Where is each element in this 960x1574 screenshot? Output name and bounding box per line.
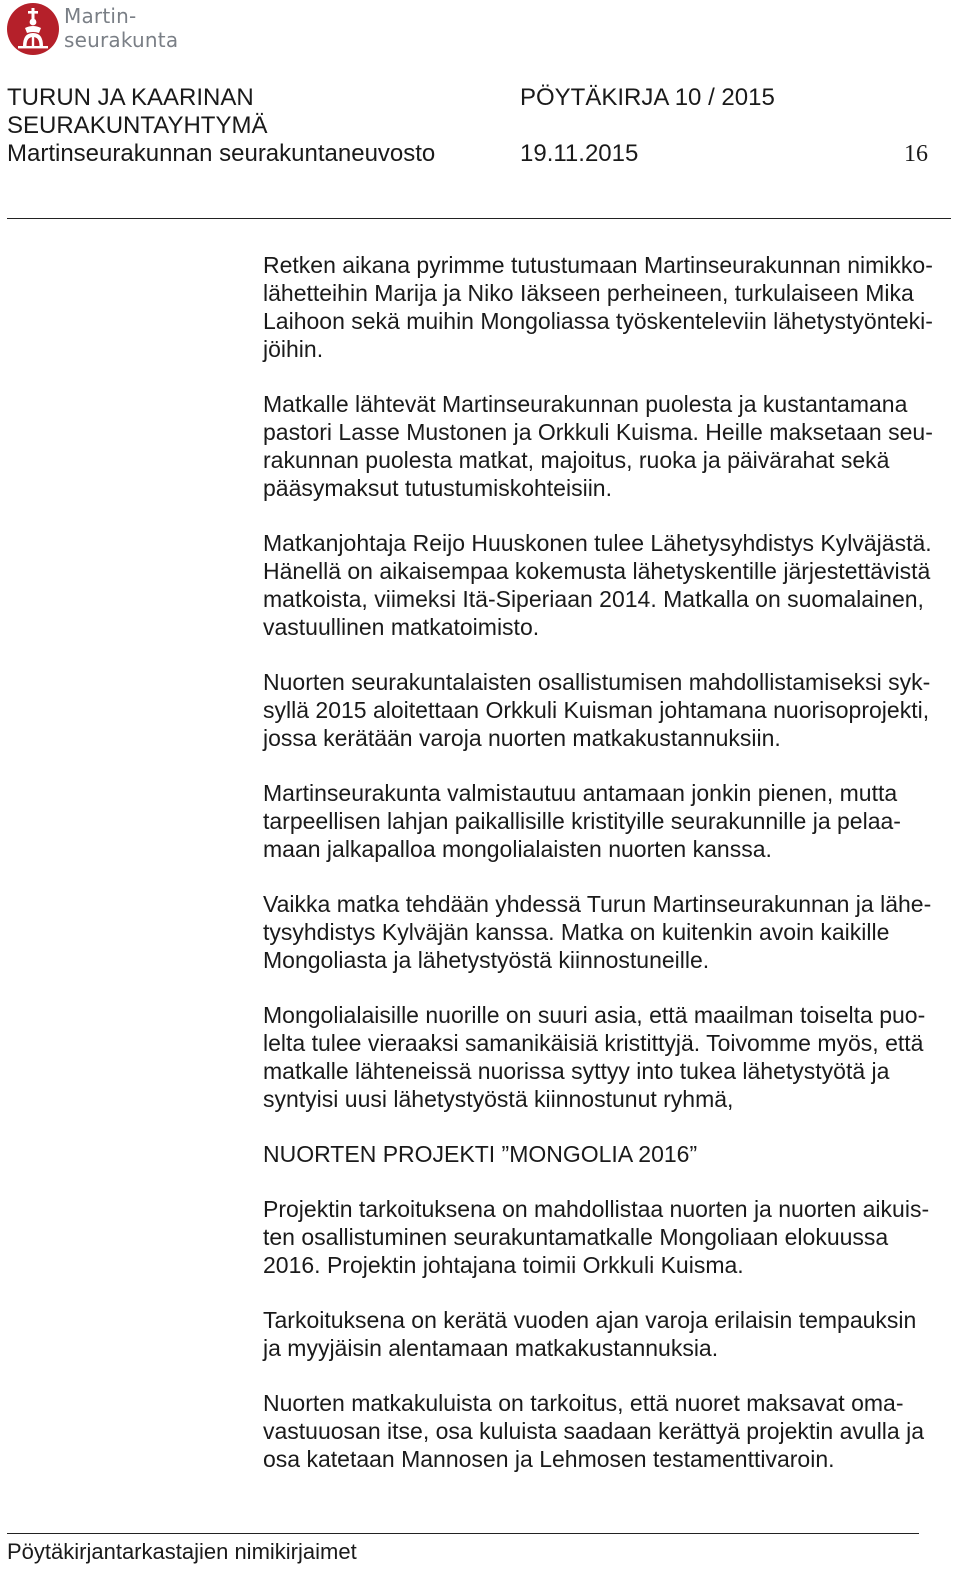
- header-divider: [7, 218, 951, 219]
- page-number: 16: [904, 141, 928, 167]
- paragraph: Nuorten matkakuluista on tarkoitus, että nuoret maksavat oma- vastuuosan itse, osa kuluista saadaan kerättyä projektin avulla ja osa katetaan Mannosen ja Lehmosen testamenttivaroin.: [263, 1390, 925, 1472]
- paragraph: Matkalle lähtevät Martinseurakunnan puolesta ja kustantamana pastori Lasse Mustonen ja Orkkuli Kuisma. Heille maksetaan seu- rakunnan puolesta matkat, majoitus, ruoka ja päivärahat sekä pääsymaksut tutustumiskohteisiin.: [263, 391, 933, 501]
- org-name-line-1: TURUN JA KAARINAN: [7, 84, 254, 111]
- paragraph: Nuorten seurakuntalaisten osallistumisen mahdollistamiseksi syk- syllä 2015 aloitettaan Orkkuli Kuisman johtamana nuorisoprojekti, jossa kerätään varoja nuorten matkakustannuksiin.: [263, 669, 931, 751]
- header-organization: [7, 84, 435, 168]
- council-name: Martinseurakunnan seurakuntaneuvosto: [7, 140, 436, 167]
- organization-logo: [6, 2, 206, 58]
- header-document-info: [520, 84, 775, 168]
- footer-divider: [7, 1533, 919, 1534]
- section-heading: NUORTEN PROJEKTI ”MONGOLIA 2016”: [263, 1141, 698, 1167]
- paragraph: Matkanjohtaja Reijo Huuskonen tulee Lähetysyhdistys Kylväjästä. Hänellä on aikaisempaa kokemusta lähetyskentille järjestettävistä matkoista, viimeksi Itä-Siperiaan 2014. Matkalla on suomalainen, vastuullinen matkatoimisto.: [263, 530, 932, 640]
- document-title: PÖYTÄKIRJA 10 / 2015: [520, 84, 775, 111]
- logo-wordmark: [64, 4, 178, 52]
- footer-signature-label: Pöytäkirjantarkastajien nimikirjaimet: [7, 1539, 357, 1564]
- church-emblem-icon: [6, 2, 60, 56]
- paragraph: Vaikka matka tehdään yhdessä Turun Martinseurakunnan ja lähe- tysyhdistys Kylväjän kanssa. Matka on kuitenkin avoin kaikille Mongoliasta ja lähetystyöstä kiinnostuneille.: [263, 891, 932, 973]
- paragraph: Tarkoituksena on kerätä vuoden ajan varoja erilaisin tempauksin ja myyjäisin alentamaan matkakustannuksia.: [263, 1307, 917, 1361]
- org-name-line-2: SEURAKUNTAYHTYMÄ: [7, 112, 268, 139]
- paragraph: Mongolialaisille nuorille on suuri asia, että maailman toiselta puo- lelta tulee vieraaksi samanikäisiä kristittyjä. Toivomme myös, että matkalle lähteneissä nuorissa syttyy into tukea lähetystyötä ja syntyisi uusi lähetystyöstä kiinnostunut ryhmä,: [263, 1002, 926, 1112]
- logo-line-1: Martin-: [64, 4, 137, 28]
- paragraph: Projektin tarkoituksena on mahdollistaa nuorten ja nuorten aikuis- ten osallistuminen seurakuntamatkalle Mongoliaan elokuussa 2016. Projektin johtajana toimii Orkkuli Kuisma.: [263, 1196, 930, 1278]
- meeting-date: 19.11.2015: [520, 140, 639, 167]
- paragraph: Retken aikana pyrimme tutustumaan Martinseurakunnan nimikko- lähetteihin Marija ja Niko Iäkseen perheineen, turkulaiseen Mika Laihoon sekä muihin Mongoliassa työskenteleviin lähetystyönteki- jöihin.: [263, 252, 933, 362]
- logo-line-2: seurakunta: [64, 28, 179, 52]
- paragraph: Martinseurakunta valmistautuu antamaan jonkin pienen, mutta tarpeellisen lahjan paikallisille kristityille seurakunnille ja pelaa- maan jalkapalloa mongolialaisten nuorten kanssa.: [263, 780, 901, 862]
- document-body: [263, 251, 958, 1500]
